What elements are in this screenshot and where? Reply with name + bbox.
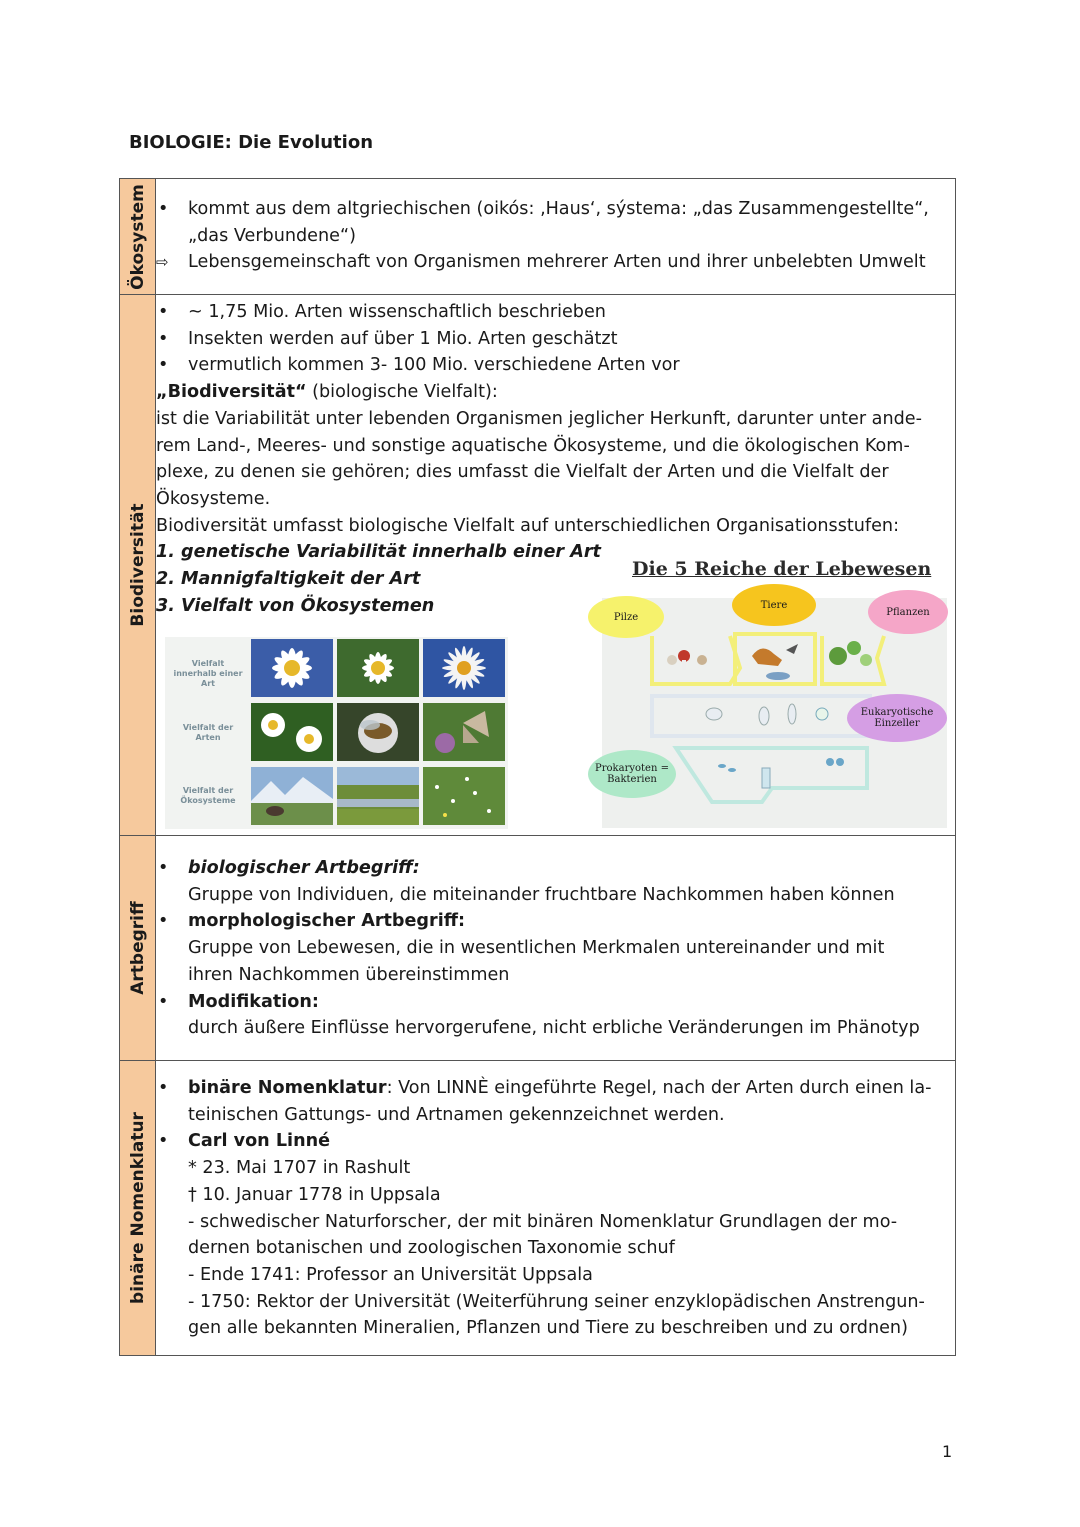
biodiversity-levels-figure — [165, 637, 508, 829]
list-item: • Insekten werden auf über 1 Mio. Arten geschätzt — [156, 326, 955, 353]
fig-row-label: Vielfalt innerhalb einer Art — [173, 659, 243, 688]
daisy-photo — [251, 639, 333, 697]
kingdom-bubble-prokaryoten: Prokaryoten = Bakterien — [588, 750, 676, 798]
list-item: • Modifikation: durch äußere Einflüsse hervorgerufene, nicht erbliche Veränderungen im Phänotyp — [156, 989, 955, 1042]
page-title: BIOLOGIE: Die Evolution — [129, 132, 374, 153]
daisy-photo — [423, 639, 505, 697]
kingdom-bubble-pflanzen: Pflanzen — [868, 590, 948, 634]
list-item: 2. Mannigfaltigkeit der Art — [156, 569, 421, 590]
content-artbegriff — [156, 836, 956, 1061]
content-nomenklatur — [156, 1061, 956, 1356]
kingdom-bubble-einzeller: Eukaryotische Einzeller — [847, 694, 947, 742]
figure-title: Die 5 Reiche der Lebewesen — [632, 558, 932, 580]
meadow-photo — [423, 767, 505, 825]
side-label-biodiversitaet: Biodiversität — [127, 503, 148, 627]
flowers-photo — [251, 703, 333, 761]
side-label-cell — [120, 1061, 156, 1356]
row-oekosystem — [120, 179, 956, 295]
content-oekosystem — [156, 179, 956, 295]
list-item: 3. Vielfalt von Ökosystemen — [156, 595, 435, 616]
kingdom-bubble-pilze: Pilze — [588, 596, 664, 638]
list-item: • Carl von Linné * 23. Mai 1707 in Rashult † 10. Januar 1778 in Uppsala - schwedischer Naturforscher, der mit binären Nomenklatur Grundlagen der mo- dernen botanischen und zoologischen Taxonomie schuf - Ende 1741: Professor an Universität Uppsala - 1750: Rektor der Universität (Weiterführung seiner enzyklopädischen Anstrengun- gen alle bekannten Mineralien, Pflanzen und Tiere zu beschreiben und zu ordnen) — [156, 1128, 955, 1342]
side-label-oekosystem: Ökosystem — [127, 183, 148, 290]
kingdoms-panel — [595, 598, 947, 828]
side-label-cell — [120, 295, 156, 836]
kingdom-bubble-tiere: Tiere — [732, 584, 816, 626]
list-item: • morphologischer Artbegriff: Gruppe von Lebewesen, die in wesentlichen Merkmalen untereinander und mit ihren Nachkommen übereinstimmen — [156, 908, 955, 988]
definition-heading: „Biodiversität“ (biologische Vielfalt): — [156, 382, 498, 403]
row-artbegriff — [120, 836, 956, 1061]
five-kingdoms-figure — [595, 558, 947, 828]
list-item: • binäre Nomenklatur: Von LINNÈ eingeführte Regel, nach der Arten durch einen la- teinischen Gattungs- und Artnamen gekennzeichnet werden. — [156, 1075, 955, 1128]
arrow-item: ⇨ Lebensgemeinschaft von Organismen mehrerer Arten und ihrer unbelebten Umwelt — [156, 249, 955, 276]
daisy-photo — [337, 639, 419, 697]
side-label-artbegriff: Artbegriff — [127, 901, 148, 995]
list-item: • kommt aus dem altgriechischen (oikós: ‚Haus‘, sýstema: „das Zusammengestellte“, „das Verbundene“) — [156, 196, 955, 249]
butterfly-photo — [423, 703, 505, 761]
side-label-nomenklatur: binäre Nomenklatur — [127, 1112, 148, 1304]
row-nomenklatur — [120, 1061, 956, 1356]
definition-text: ist die Variabilität unter lebenden Organismen jeglicher Herkunft, darunter unter ande- rem Land-, Meeres- und sonstige aquatische Ökosysteme, und die ökologischen Kom- plexe, zu denen sie gehören; dies umfasst die Vielfalt der Arten und die Vielfalt der Ökosysteme. — [156, 408, 922, 509]
mountain-photo — [251, 767, 333, 825]
insect-photo — [337, 703, 419, 761]
levels-intro: Biodiversität umfasst biologische Vielfalt auf unterschiedlichen Organisationsstufen: — [156, 515, 900, 536]
list-item: • biologischer Artbegriff: Gruppe von Individuen, die miteinander fruchtbare Nachkommen haben können — [156, 855, 955, 908]
list-item: 1. genetische Variabilität innerhalb einer Art — [156, 542, 601, 563]
fig-row-label: Vielfalt der Arten — [182, 723, 234, 742]
side-label-cell — [120, 836, 156, 1061]
list-item: • vermutlich kommen 3- 100 Mio. verschiedene Arten vor — [156, 352, 955, 379]
page-number: 1 — [942, 1442, 953, 1461]
side-label-cell — [120, 179, 156, 295]
list-item: • ~ 1,75 Mio. Arten wissenschaftlich beschrieben — [156, 299, 955, 326]
fig-row-label: Vielfalt der Ökosysteme — [180, 786, 236, 805]
wetland-photo — [337, 767, 419, 825]
